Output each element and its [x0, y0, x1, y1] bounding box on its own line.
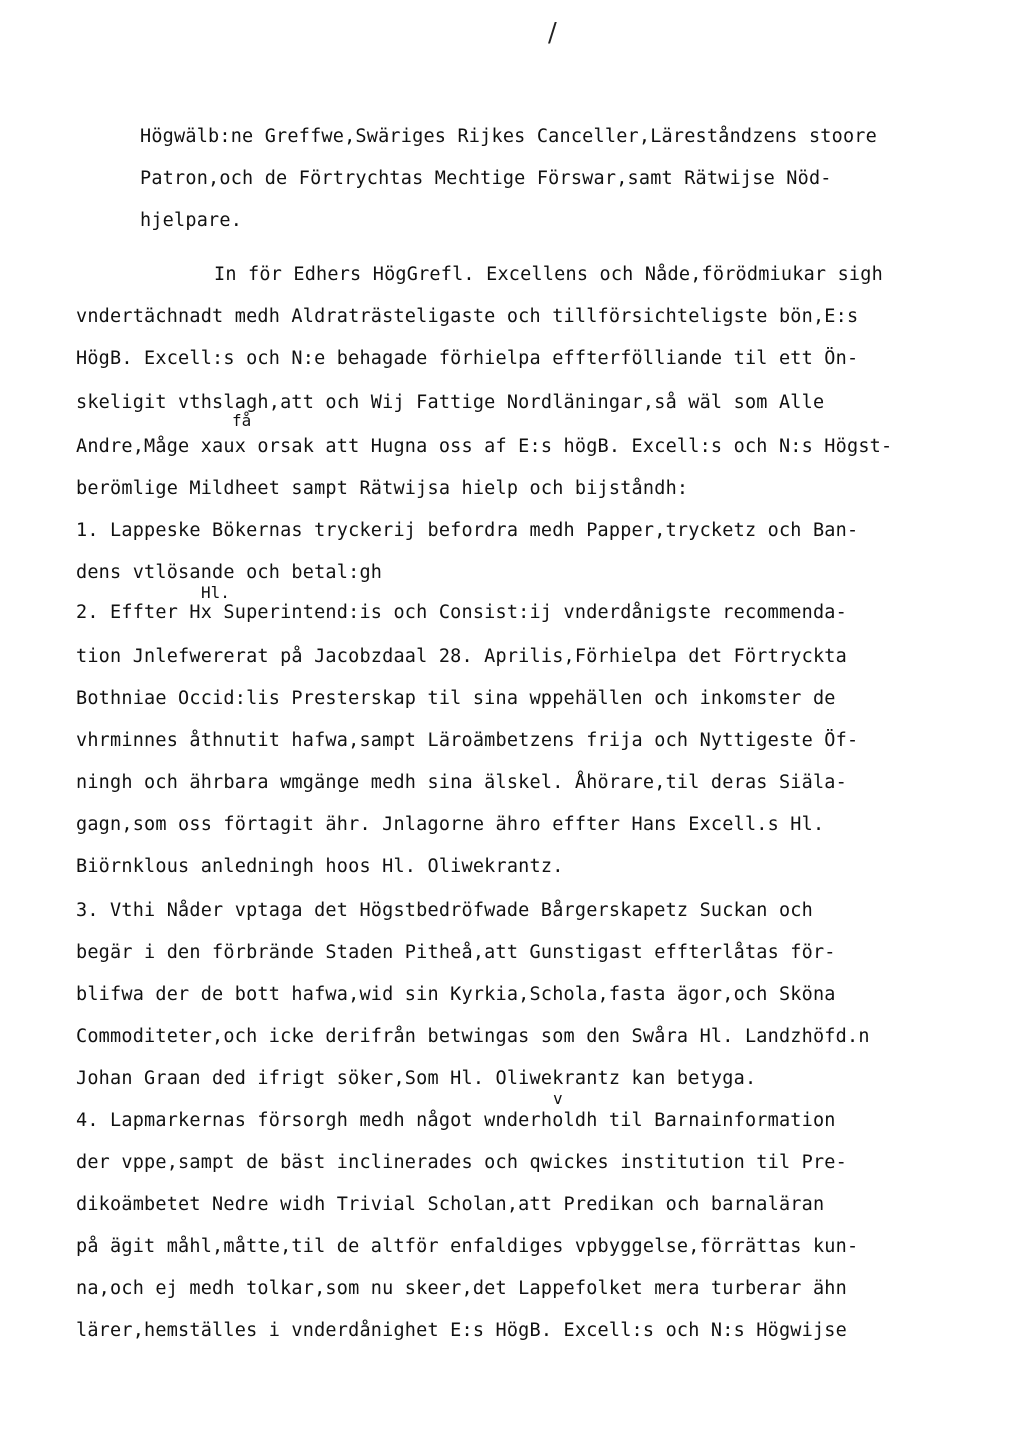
text-line: Högwälb:ne Greffwe,Swäriges Rijkes Canceller,Läreståndzens stoore — [140, 126, 877, 147]
text-line: In för Edhers HögGrefl. Excellens och Nåde,förödmiukar sigh — [214, 264, 883, 285]
text-line: HögB. Excell:s och N:e behagade förhielpa effterfölliande til ett Ön- — [76, 348, 859, 369]
text-line: na,och ej medh tolkar,som nu skeer,det Lappefolket mera turberar ähn — [76, 1278, 847, 1299]
text-line: 3. Vthi Nåder vptaga det Högstbedröfwade Bårgerskapetz Suckan och — [76, 900, 813, 921]
top-mark: / — [548, 18, 557, 48]
text-line: Commoditeter,och icke derifrån betwingas som den Swåra Hl. Landzhöfd.n — [76, 1026, 870, 1047]
insertion-v: v — [553, 1089, 563, 1108]
text-line: gagn,som oss förtagit ähr. Jnlagorne ähro effter Hans Excell.s Hl. — [76, 814, 825, 835]
text-line: tion Jnlefwererat på Jacobzdaal 28. Aprilis,Förhielpa det Förtryckta — [76, 646, 847, 667]
text-line: 2. Effter Hx Superintend:is och Consist:ij vnderdånigste recommenda- — [76, 602, 847, 623]
text-line: Andre,Måge xaux orsak att Hugna oss af E:s högB. Excell:s och N:s Högst- — [76, 436, 893, 457]
text-line: hjelpare. — [140, 210, 243, 231]
text-line: blifwa der de bott hafwa,wid sin Kyrkia,Schola,fasta ägor,och Sköna — [76, 984, 836, 1005]
text-line: 1. Lappeske Bökernas tryckerij befordra medh Papper,trycketz och Ban- — [76, 520, 859, 541]
insertion-hl: Hl. — [201, 583, 230, 602]
text-line: lärer,hemställes i vnderdånighet E:s HögB. Excell:s och N:s Högwijse — [76, 1320, 847, 1341]
text-line: dikoämbetet Nedre widh Trivial Scholan,att Predikan och barnaläran — [76, 1194, 825, 1215]
insertion-fa: få — [232, 411, 252, 430]
text-line: ningh och ährbara wmgänge medh sina älskel. Åhörare,til deras Siäla- — [76, 772, 847, 793]
text-line: dens vtlösande och betal:gh — [76, 562, 383, 583]
text-line: på ägit måhl,måtte,til de altför enfaldiges vpbyggelse,förrättas kun- — [76, 1236, 859, 1257]
text-line: Biörnklous anledningh hoos Hl. Oliwekrantz. — [76, 856, 564, 877]
text-line: begär i den förbrände Staden Pitheå,att Gunstigast effterlåtas för- — [76, 942, 836, 963]
text-line: Bothniae Occid:lis Presterskap til sina wppehällen och inkomster de — [76, 688, 836, 709]
text-line: Johan Graan ded ifrigt söker,Som Hl. Oliwekrantz kan betyga. — [76, 1068, 757, 1089]
text-line: vhrminnes åthnutit hafwa,sampt Läroämbetzens frija och Nyttigeste Öf- — [76, 730, 859, 751]
text-line: 4. Lapmarkernas försorgh medh något wnderholdh til Barnainformation — [76, 1110, 836, 1131]
text-line: Patron,och de Förtrychtas Mechtige Förswar,samt Rätwijse Nöd- — [140, 168, 832, 189]
text-line: skeligit vthslagh,att och Wij Fattige Nordläningar,så wäl som Alle — [76, 392, 825, 413]
text-line: berömlige Mildheet sampt Rätwijsa hielp och bijståndh: — [76, 478, 689, 499]
text-line: vndertächnadt medh Aldraträsteligaste och tillförsichteligste bön,E:s — [76, 306, 859, 327]
text-line: der vppe,sampt de bäst inclinerades och qwickes institution til Pre- — [76, 1152, 847, 1173]
